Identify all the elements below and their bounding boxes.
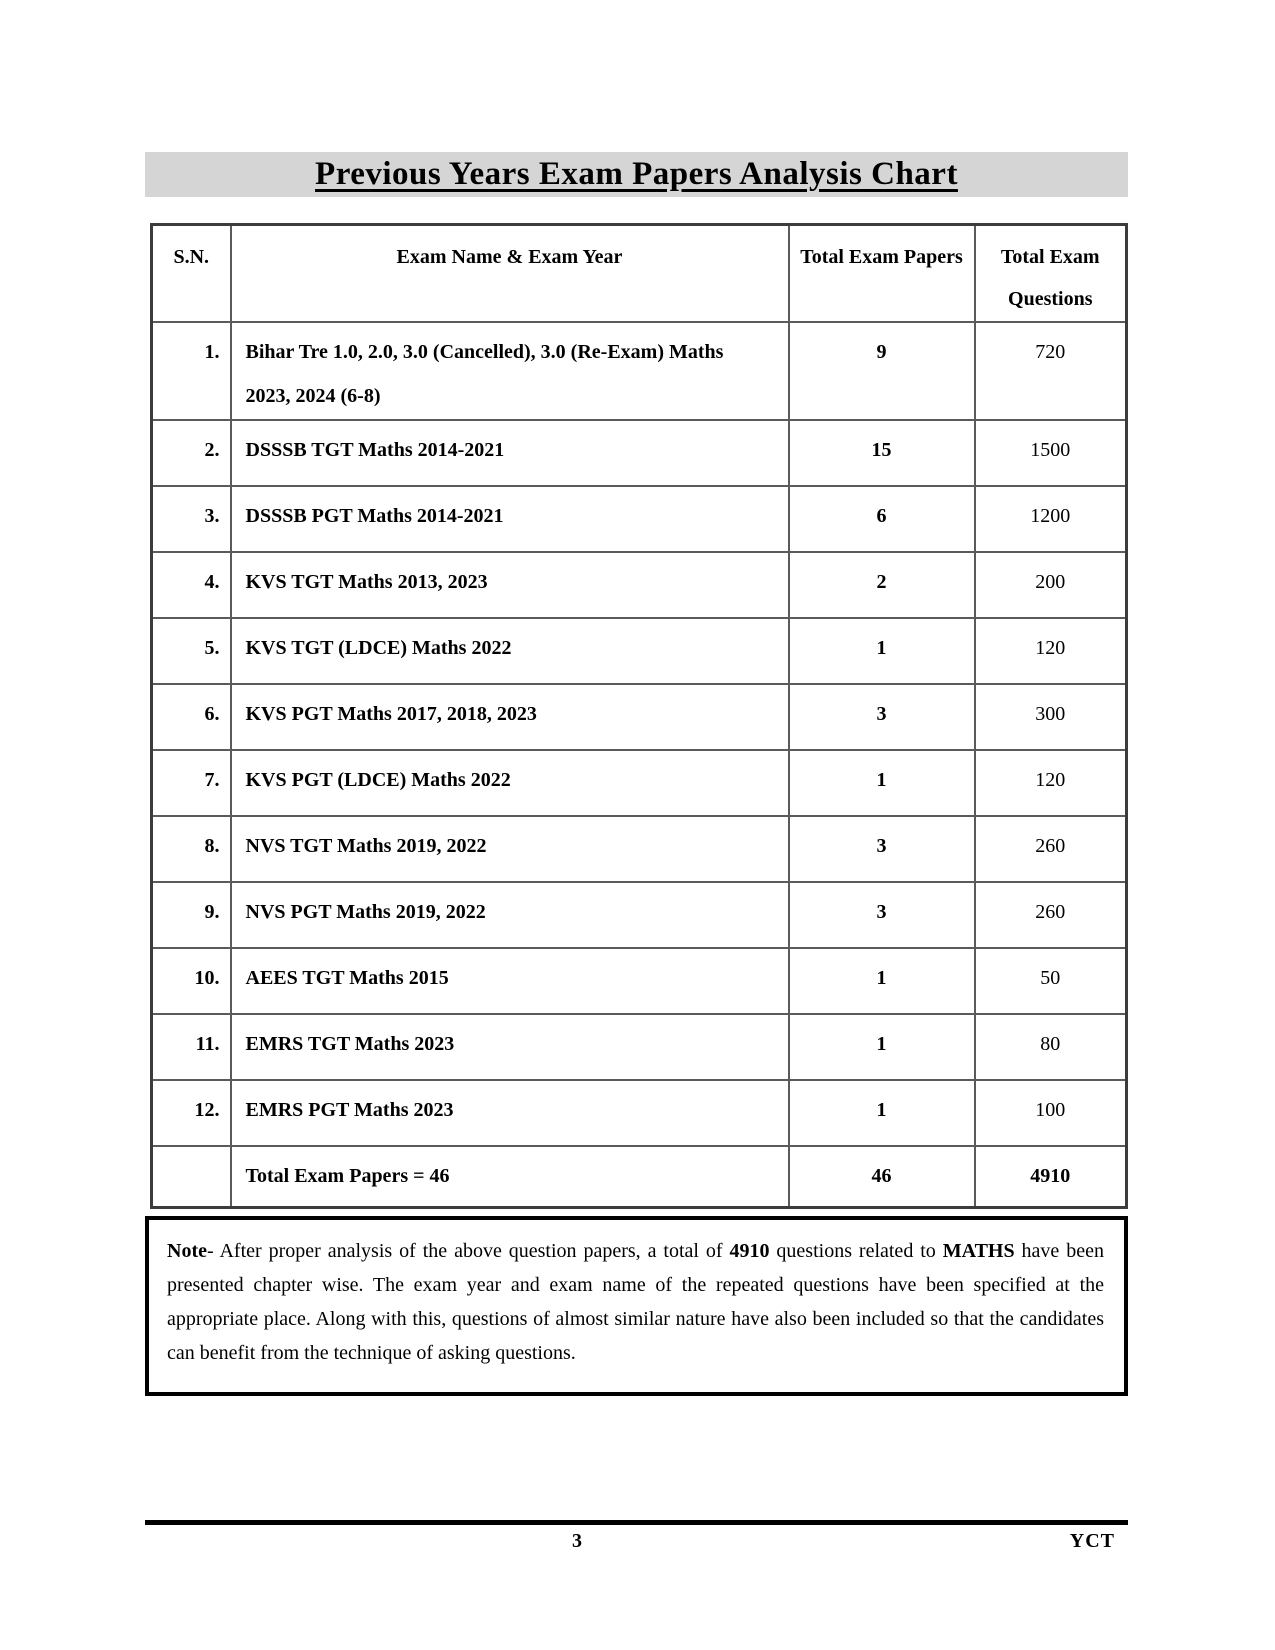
row-sn: 6. — [152, 684, 231, 750]
table-row — [152, 750, 1127, 816]
table-row — [152, 816, 1127, 882]
row-sn: 5. — [152, 618, 231, 684]
row-questions-count: 120 — [975, 618, 1127, 684]
row-papers-count: 1 — [789, 618, 975, 684]
row-exam-name: KVS PGT (LDCE) Maths 2022 — [231, 750, 789, 816]
row-exam-name: Bihar Tre 1.0, 2.0, 3.0 (Cancelled), 3.0 (Re-Exam) Maths 2023, 2024 (6-8) — [231, 322, 789, 420]
row-papers-count: 9 — [789, 322, 975, 420]
table-row — [152, 552, 1127, 618]
footer-rule — [145, 1520, 1128, 1525]
analysis-table-wrap — [145, 223, 1128, 1209]
row-questions-count: 720 — [975, 322, 1127, 420]
table-body — [152, 322, 1127, 1146]
row-sn: 2. — [152, 420, 231, 486]
table-row — [152, 684, 1127, 750]
row-exam-name: DSSSB PGT Maths 2014-2021 — [231, 486, 789, 552]
table-row — [152, 1080, 1127, 1146]
row-questions-count: 1500 — [975, 420, 1127, 486]
total-papers-count: 46 — [789, 1146, 975, 1207]
table-row — [152, 1014, 1127, 1080]
header-sn: S.N. — [152, 225, 231, 323]
row-exam-name: NVS PGT Maths 2019, 2022 — [231, 882, 789, 948]
page-title: Previous Years Exam Papers Analysis Chart — [315, 156, 958, 192]
total-label: Total Exam Papers = 46 — [231, 1146, 789, 1207]
row-questions-count: 200 — [975, 552, 1127, 618]
row-papers-count: 3 — [789, 684, 975, 750]
row-exam-name: AEES TGT Maths 2015 — [231, 948, 789, 1014]
row-sn: 9. — [152, 882, 231, 948]
total-sn-cell — [152, 1146, 231, 1207]
row-sn: 3. — [152, 486, 231, 552]
row-papers-count: 6 — [789, 486, 975, 552]
row-sn: 1. — [152, 322, 231, 420]
row-exam-name: DSSSB TGT Maths 2014-2021 — [231, 420, 789, 486]
row-papers-count: 2 — [789, 552, 975, 618]
row-exam-name: KVS TGT Maths 2013, 2023 — [231, 552, 789, 618]
row-exam-name: KVS TGT (LDCE) Maths 2022 — [231, 618, 789, 684]
note-text: Note- After proper analysis of the above question papers, a total of 4910 questions related to MATHS have been presented chapter wise. The exam year and exam name of the repeated questions have been specified at the appropriate place. Along with this, questions of almost similar nature have also been included so that the candidates can benefit from the technique of asking questions. — [167, 1239, 1104, 1364]
table-row — [152, 322, 1127, 420]
page-content — [145, 0, 1128, 1396]
row-questions-count: 80 — [975, 1014, 1127, 1080]
row-exam-name: EMRS TGT Maths 2023 — [231, 1014, 789, 1080]
header-total-questions: Total Exam Questions — [975, 225, 1127, 323]
row-questions-count: 260 — [975, 882, 1127, 948]
row-papers-count: 1 — [789, 1080, 975, 1146]
header-row — [152, 225, 1127, 323]
table-row — [152, 420, 1127, 486]
header-total-papers: Total Exam Papers — [789, 225, 975, 323]
row-papers-count: 3 — [789, 882, 975, 948]
table-footer — [152, 1146, 1127, 1207]
row-questions-count: 1200 — [975, 486, 1127, 552]
table-row — [152, 618, 1127, 684]
row-sn: 7. — [152, 750, 231, 816]
table-row — [152, 486, 1127, 552]
row-sn: 12. — [152, 1080, 231, 1146]
row-exam-name: NVS TGT Maths 2019, 2022 — [231, 816, 789, 882]
row-papers-count: 1 — [789, 750, 975, 816]
row-questions-count: 300 — [975, 684, 1127, 750]
row-questions-count: 100 — [975, 1080, 1127, 1146]
row-questions-count: 120 — [975, 750, 1127, 816]
header-exam-name: Exam Name & Exam Year — [231, 225, 789, 323]
note-box — [145, 1216, 1128, 1396]
row-papers-count: 3 — [789, 816, 975, 882]
row-exam-name: EMRS PGT Maths 2023 — [231, 1080, 789, 1146]
brand-text: YCT — [1069, 1530, 1115, 1552]
total-questions-count: 4910 — [975, 1146, 1127, 1207]
total-row — [152, 1146, 1127, 1207]
row-sn: 8. — [152, 816, 231, 882]
row-questions-count: 50 — [975, 948, 1127, 1014]
row-sn: 4. — [152, 552, 231, 618]
row-sn: 10. — [152, 948, 231, 1014]
row-exam-name: KVS PGT Maths 2017, 2018, 2023 — [231, 684, 789, 750]
table-header — [152, 225, 1127, 323]
page-number: 3 — [572, 1530, 582, 1552]
row-papers-count: 1 — [789, 1014, 975, 1080]
table-row — [152, 948, 1127, 1014]
title-bar — [145, 152, 1128, 197]
table-row — [152, 882, 1127, 948]
row-sn: 11. — [152, 1014, 231, 1080]
row-papers-count: 15 — [789, 420, 975, 486]
row-papers-count: 1 — [789, 948, 975, 1014]
row-questions-count: 260 — [975, 816, 1127, 882]
exam-analysis-table — [150, 223, 1128, 1209]
